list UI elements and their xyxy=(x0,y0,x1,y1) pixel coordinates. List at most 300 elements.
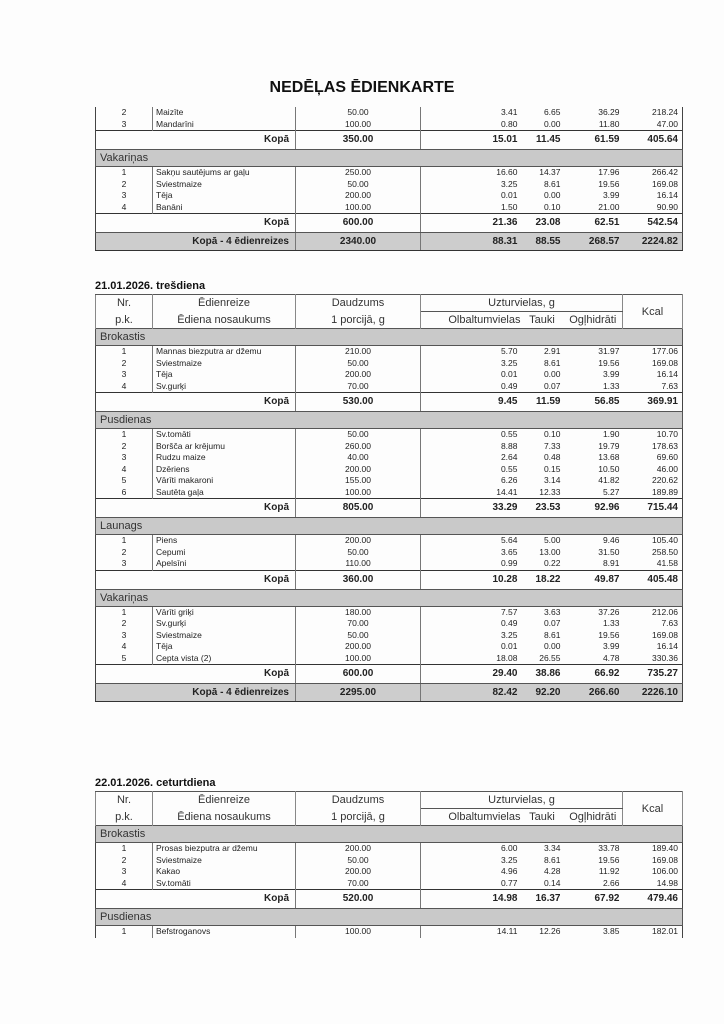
header-olbaltumvielas: Olbaltumvielas xyxy=(421,312,521,329)
total-label: Kopā xyxy=(96,890,296,909)
protein-value: 1.50 xyxy=(500,201,518,212)
table-row xyxy=(96,464,683,476)
fat-value: 0.00 xyxy=(543,369,561,379)
carbs-value: 21.00 xyxy=(598,201,620,212)
header-uzturvielas: Uzturvielas, g xyxy=(421,295,623,312)
dish-name: Sviestmaize xyxy=(153,358,296,370)
meal-total-row xyxy=(96,499,683,518)
prev-day-table xyxy=(95,107,682,251)
portion-grams: 50.00 xyxy=(296,179,421,191)
kcal-value: 169.08 xyxy=(623,630,683,642)
portion-grams: 100.00 xyxy=(296,487,421,499)
protein-value: 3.25 xyxy=(500,178,518,189)
total-carbs: 61.59 xyxy=(564,131,623,150)
dish-name: Sv.gurķi xyxy=(153,618,296,630)
fat-value: 0.10 xyxy=(543,429,561,439)
total-portion-grams: 530.00 xyxy=(296,393,421,412)
total-fat: 11.59 xyxy=(521,393,564,412)
meal-name: Vakariņas xyxy=(96,150,683,167)
carbs-value: 10.50 xyxy=(598,463,620,474)
protein-value: 0.49 xyxy=(500,618,518,628)
header-tauki: Tauki xyxy=(529,811,555,823)
protein-value: 18.08 xyxy=(496,652,518,663)
dish-name: Boršča ar krējumu xyxy=(153,441,296,453)
carbs-value: 19.56 xyxy=(598,629,620,640)
protein-value: 4.96 xyxy=(500,866,518,876)
portion-grams: 200.00 xyxy=(296,843,421,855)
dish-name: Maizīte xyxy=(153,107,296,119)
dish-name: Piens xyxy=(153,535,296,547)
protein-value: 0.99 xyxy=(500,558,518,568)
portion-grams: 200.00 xyxy=(296,641,421,653)
kcal-value: 14.98 xyxy=(623,878,683,890)
protein-value: 2.64 xyxy=(500,452,518,462)
table-row xyxy=(96,429,683,441)
protein-value: 3.25 xyxy=(500,629,518,640)
total-portion-grams: 360.00 xyxy=(296,570,421,589)
fat-value: 0.10 xyxy=(543,201,561,212)
fat-value: 3.63 xyxy=(543,606,561,617)
kcal-value: 258.50 xyxy=(623,547,683,559)
table-row xyxy=(96,878,683,890)
protein-value: 3.25 xyxy=(500,357,518,368)
total-label: Kopā - 4 ēdienreizes xyxy=(96,233,296,251)
row-number: 2 xyxy=(96,441,153,453)
protein-value: 14.11 xyxy=(496,926,518,936)
dish-name: Vārīti griķi xyxy=(153,606,296,618)
total-kcal: 369.91 xyxy=(623,393,683,412)
row-number: 3 xyxy=(96,369,153,381)
kcal-value: 212.06 xyxy=(623,606,683,618)
kcal-value: 7.63 xyxy=(623,381,683,393)
total-fat: 88.55 xyxy=(521,233,564,251)
protein-value: 14.41 xyxy=(496,486,518,497)
total-portion-grams: 520.00 xyxy=(296,890,421,909)
portion-grams: 50.00 xyxy=(296,429,421,441)
total-portion-grams: 600.00 xyxy=(296,665,421,684)
header-olbaltumvielas: Olbaltumvielas xyxy=(421,809,521,826)
meal-section-header xyxy=(96,589,683,606)
column-header-row xyxy=(96,809,683,826)
kcal-value: 182.01 xyxy=(623,926,683,938)
kcal-value: 16.14 xyxy=(623,190,683,202)
table-row xyxy=(96,381,683,393)
table-row xyxy=(96,606,683,618)
row-number: 3 xyxy=(96,452,153,464)
kcal-value: 189.89 xyxy=(623,487,683,499)
dish-name: Cepta vista (2) xyxy=(153,653,296,665)
kcal-value: 10.70 xyxy=(623,429,683,441)
table-row xyxy=(96,475,683,487)
kcal-value: 218.24 xyxy=(623,107,683,119)
dish-name: Sakņu sautējums ar gaļu xyxy=(153,167,296,179)
portion-grams: 260.00 xyxy=(296,441,421,453)
fat-value: 0.00 xyxy=(543,190,561,200)
portion-grams: 50.00 xyxy=(296,358,421,370)
total-fat: 23.08 xyxy=(521,214,564,233)
total-kcal: 2224.82 xyxy=(623,233,683,251)
kcal-value: 178.63 xyxy=(623,441,683,453)
portion-grams: 200.00 xyxy=(296,190,421,202)
portion-grams: 250.00 xyxy=(296,167,421,179)
table-row xyxy=(96,190,683,202)
row-number: 5 xyxy=(96,653,153,665)
table-row xyxy=(96,119,683,131)
table-row xyxy=(96,843,683,855)
carbs-value: 19.56 xyxy=(598,357,620,368)
protein-value: 5.70 xyxy=(500,346,518,356)
dish-name: Apelsīni xyxy=(153,558,296,570)
fat-value: 14.37 xyxy=(539,167,561,177)
carbs-value: 3.85 xyxy=(602,926,620,936)
carbs-value: 33.78 xyxy=(598,843,620,853)
dish-name: Tēja xyxy=(153,190,296,202)
dish-name: Vārīti makaroni xyxy=(153,475,296,487)
carbs-value: 1.33 xyxy=(602,380,620,391)
total-protein: 88.31 xyxy=(421,233,521,251)
protein-value: 0.80 xyxy=(500,118,518,129)
kcal-value: 41.58 xyxy=(623,558,683,570)
protein-value: 16.60 xyxy=(496,167,518,177)
dish-name: Rudzu maize xyxy=(153,452,296,464)
row-number: 2 xyxy=(96,107,153,119)
row-number: 4 xyxy=(96,202,153,214)
total-label: Kopā - 4 ēdienreizes xyxy=(96,684,296,702)
meal-total-row xyxy=(96,665,683,684)
table-row xyxy=(96,487,683,499)
fat-value: 2.91 xyxy=(543,346,561,356)
portion-grams: 200.00 xyxy=(296,464,421,476)
day-title: 21.01.2026. trešdiena xyxy=(95,280,206,292)
dish-name: Prosas biezputra ar džemu xyxy=(153,843,296,855)
row-number: 3 xyxy=(96,630,153,642)
carbs-value: 37.26 xyxy=(598,606,620,617)
portion-grams: 70.00 xyxy=(296,878,421,890)
fat-value: 0.07 xyxy=(543,380,561,391)
fat-value: 8.61 xyxy=(543,357,561,368)
header-uzturvielas: Uzturvielas, g xyxy=(421,792,623,809)
dish-name: Sviestmaize xyxy=(153,630,296,642)
dish-name: Sv.tomāti xyxy=(153,878,296,890)
table-row xyxy=(96,346,683,358)
day-title: 22.01.2026. ceturtdiena xyxy=(95,777,216,789)
portion-grams: 200.00 xyxy=(296,535,421,547)
row-number: 2 xyxy=(96,618,153,630)
carbs-value: 19.56 xyxy=(598,178,620,189)
row-number: 1 xyxy=(96,535,153,547)
dish-name: Sv.gurķi xyxy=(153,381,296,393)
protein-value: 0.49 xyxy=(500,380,518,391)
meal-section-header xyxy=(96,826,683,843)
kcal-value: 7.63 xyxy=(623,618,683,630)
carbs-value: 11.80 xyxy=(598,118,620,129)
carbs-value: 31.50 xyxy=(598,546,620,557)
total-protein: 14.98 xyxy=(421,890,521,909)
protein-value: 0.01 xyxy=(500,641,518,651)
table-row xyxy=(96,358,683,370)
meal-name: Vakariņas xyxy=(96,589,683,606)
carbs-value: 5.27 xyxy=(602,486,620,497)
portion-grams: 50.00 xyxy=(296,855,421,867)
table-row xyxy=(96,926,683,938)
fat-value: 8.61 xyxy=(543,854,561,865)
kcal-value: 169.08 xyxy=(623,179,683,191)
fat-value: 0.48 xyxy=(543,452,561,462)
dish-name: Banāni xyxy=(153,202,296,214)
header-kcal: Kcal xyxy=(623,295,683,329)
carbs-value: 17.96 xyxy=(598,167,620,177)
protein-value: 3.25 xyxy=(500,854,518,865)
portion-grams: 155.00 xyxy=(296,475,421,487)
table-row xyxy=(96,535,683,547)
header-porcija: 1 porcijā, g xyxy=(296,312,421,329)
carbs-value: 3.99 xyxy=(602,190,620,200)
total-fat: 18.22 xyxy=(521,570,564,589)
column-header-row xyxy=(96,295,683,312)
kcal-value: 189.40 xyxy=(623,843,683,855)
total-carbs: 268.57 xyxy=(564,233,623,251)
header-pk: p.k. xyxy=(96,809,153,826)
table-row xyxy=(96,630,683,642)
row-number: 3 xyxy=(96,866,153,878)
portion-grams: 70.00 xyxy=(296,618,421,630)
table-row xyxy=(96,641,683,653)
total-kcal: 735.27 xyxy=(623,665,683,684)
fat-value: 0.14 xyxy=(543,877,561,888)
portion-grams: 200.00 xyxy=(296,866,421,878)
fat-value: 4.28 xyxy=(543,866,561,876)
total-kcal: 479.46 xyxy=(623,890,683,909)
row-number: 1 xyxy=(96,606,153,618)
total-label: Kopā xyxy=(96,131,296,150)
fat-value: 0.00 xyxy=(543,641,561,651)
total-label: Kopā xyxy=(96,499,296,518)
fat-value: 8.61 xyxy=(543,178,561,189)
day-total-row xyxy=(96,233,683,251)
meal-name: Pusdienas xyxy=(96,909,683,926)
portion-grams: 100.00 xyxy=(296,653,421,665)
kcal-value: 46.00 xyxy=(623,464,683,476)
total-kcal: 2226.10 xyxy=(623,684,683,702)
header-kcal: Kcal xyxy=(623,792,683,826)
total-fat: 16.37 xyxy=(521,890,564,909)
total-label: Kopā xyxy=(96,665,296,684)
total-kcal: 715.44 xyxy=(623,499,683,518)
fat-value: 0.00 xyxy=(543,118,561,129)
header-daudzums: Daudzums xyxy=(296,792,421,809)
day-table-21-01 xyxy=(95,294,682,702)
fat-value: 6.65 xyxy=(543,107,561,117)
dish-name: Mandarīni xyxy=(153,119,296,131)
total-carbs: 67.92 xyxy=(564,890,623,909)
meal-name: Launags xyxy=(96,518,683,535)
fat-value: 3.14 xyxy=(543,475,561,485)
portion-grams: 40.00 xyxy=(296,452,421,464)
row-number: 2 xyxy=(96,358,153,370)
column-header-row xyxy=(96,312,683,329)
row-number: 5 xyxy=(96,475,153,487)
carbs-value: 31.97 xyxy=(598,346,620,356)
total-label: Kopā xyxy=(96,570,296,589)
protein-value: 0.01 xyxy=(500,369,518,379)
fat-value: 12.26 xyxy=(539,926,561,936)
dish-name: Tēja xyxy=(153,369,296,381)
carbs-value: 2.66 xyxy=(602,877,620,888)
protein-value: 6.00 xyxy=(500,843,518,853)
carbs-value: 3.99 xyxy=(602,641,620,651)
header-pk: p.k. xyxy=(96,312,153,329)
total-portion-grams: 600.00 xyxy=(296,214,421,233)
table-row xyxy=(96,653,683,665)
total-protein: 33.29 xyxy=(421,499,521,518)
kcal-value: 105.40 xyxy=(623,535,683,547)
kcal-value: 16.14 xyxy=(623,641,683,653)
fat-value: 7.33 xyxy=(543,440,561,451)
dish-name: Dzēriens xyxy=(153,464,296,476)
portion-grams: 50.00 xyxy=(296,547,421,559)
total-protein: 15.01 xyxy=(421,131,521,150)
row-number: 6 xyxy=(96,487,153,499)
fat-value: 8.61 xyxy=(543,629,561,640)
fat-value: 12.33 xyxy=(539,486,561,497)
table-row xyxy=(96,369,683,381)
total-fat: 11.45 xyxy=(521,131,564,150)
kcal-value: 16.14 xyxy=(623,369,683,381)
carbs-value: 9.46 xyxy=(602,535,620,545)
table-row xyxy=(96,547,683,559)
row-number: 4 xyxy=(96,878,153,890)
kcal-value: 106.00 xyxy=(623,866,683,878)
header-nr: Nr. xyxy=(96,295,153,312)
row-number: 3 xyxy=(96,558,153,570)
row-number: 1 xyxy=(96,167,153,179)
row-number: 2 xyxy=(96,179,153,191)
total-carbs: 62.51 xyxy=(564,214,623,233)
total-fat: 23.53 xyxy=(521,499,564,518)
table-row xyxy=(96,866,683,878)
protein-value: 6.26 xyxy=(500,475,518,485)
fat-value: 13.00 xyxy=(539,546,561,557)
total-protein: 10.28 xyxy=(421,570,521,589)
row-number: 1 xyxy=(96,429,153,441)
carbs-value: 1.33 xyxy=(602,618,620,628)
row-number: 4 xyxy=(96,381,153,393)
fat-value: 0.15 xyxy=(543,463,561,474)
column-header-row xyxy=(96,792,683,809)
kcal-value: 220.62 xyxy=(623,475,683,487)
total-protein: 82.42 xyxy=(421,684,521,702)
dish-name: Sviestmaize xyxy=(153,855,296,867)
table-row xyxy=(96,558,683,570)
carbs-value: 19.56 xyxy=(598,854,620,865)
total-label: Kopā xyxy=(96,214,296,233)
carbs-value: 19.79 xyxy=(598,440,620,451)
table-row xyxy=(96,441,683,453)
meal-section-header xyxy=(96,412,683,429)
meal-total-row xyxy=(96,131,683,150)
meal-total-row xyxy=(96,890,683,909)
row-number: 2 xyxy=(96,547,153,559)
meal-total-row xyxy=(96,393,683,412)
kcal-value: 169.08 xyxy=(623,358,683,370)
dish-name: Mannas biezputra ar džemu xyxy=(153,346,296,358)
table-row xyxy=(96,202,683,214)
total-portion-grams: 805.00 xyxy=(296,499,421,518)
meal-section-header xyxy=(96,518,683,535)
header-porcija: 1 porcijā, g xyxy=(296,809,421,826)
total-portion-grams: 350.00 xyxy=(296,131,421,150)
total-fat: 38.86 xyxy=(521,665,564,684)
carbs-value: 11.92 xyxy=(598,866,620,876)
header-nosaukums: Ēdiena nosaukums xyxy=(153,312,296,329)
row-number: 1 xyxy=(96,926,153,938)
kcal-value: 177.06 xyxy=(623,346,683,358)
table-row xyxy=(96,452,683,464)
day-table-22-01 xyxy=(95,791,682,938)
portion-grams: 200.00 xyxy=(296,369,421,381)
fat-value: 0.07 xyxy=(543,618,561,628)
meal-name: Brokastis xyxy=(96,329,683,346)
portion-grams: 50.00 xyxy=(296,107,421,119)
carbs-value: 41.82 xyxy=(598,475,620,485)
row-number: 4 xyxy=(96,464,153,476)
carbs-value: 36.29 xyxy=(598,107,620,117)
portion-grams: 210.00 xyxy=(296,346,421,358)
carbs-value: 4.78 xyxy=(602,652,620,663)
meal-name: Brokastis xyxy=(96,826,683,843)
meal-section-header xyxy=(96,909,683,926)
protein-value: 8.88 xyxy=(500,440,518,451)
total-kcal: 405.64 xyxy=(623,131,683,150)
kcal-value: 90.90 xyxy=(623,202,683,214)
total-fat: 92.20 xyxy=(521,684,564,702)
header-edienreize: Ēdienreize xyxy=(153,792,296,809)
total-label: Kopā xyxy=(96,393,296,412)
protein-value: 0.77 xyxy=(500,877,518,888)
total-protein: 29.40 xyxy=(421,665,521,684)
kcal-value: 69.60 xyxy=(623,452,683,464)
table-row xyxy=(96,855,683,867)
fat-value: 5.00 xyxy=(543,535,561,545)
row-number: 3 xyxy=(96,119,153,131)
meal-section-header xyxy=(96,329,683,346)
dish-name: Kakao xyxy=(153,866,296,878)
meal-name: Pusdienas xyxy=(96,412,683,429)
table-row xyxy=(96,618,683,630)
header-oglhidrati: Ogļhidrāti xyxy=(564,809,623,826)
total-kcal: 542.54 xyxy=(623,214,683,233)
dish-name: Sautēta gaļa xyxy=(153,487,296,499)
row-number: 3 xyxy=(96,190,153,202)
total-carbs: 66.92 xyxy=(564,665,623,684)
fat-value: 26.55 xyxy=(539,652,561,663)
portion-grams: 110.00 xyxy=(296,558,421,570)
total-carbs: 266.60 xyxy=(564,684,623,702)
kcal-value: 47.00 xyxy=(623,119,683,131)
portion-grams: 100.00 xyxy=(296,926,421,938)
total-kcal: 405.48 xyxy=(623,570,683,589)
total-carbs: 56.85 xyxy=(564,393,623,412)
table-row xyxy=(96,167,683,179)
carbs-value: 8.91 xyxy=(602,558,620,568)
dish-name: Cepumi xyxy=(153,547,296,559)
carbs-value: 13.68 xyxy=(598,452,620,462)
protein-value: 3.41 xyxy=(500,107,518,117)
portion-grams: 180.00 xyxy=(296,606,421,618)
header-tauki: Tauki xyxy=(529,314,555,326)
dish-name: Befstroganovs xyxy=(153,926,296,938)
meal-total-row xyxy=(96,214,683,233)
